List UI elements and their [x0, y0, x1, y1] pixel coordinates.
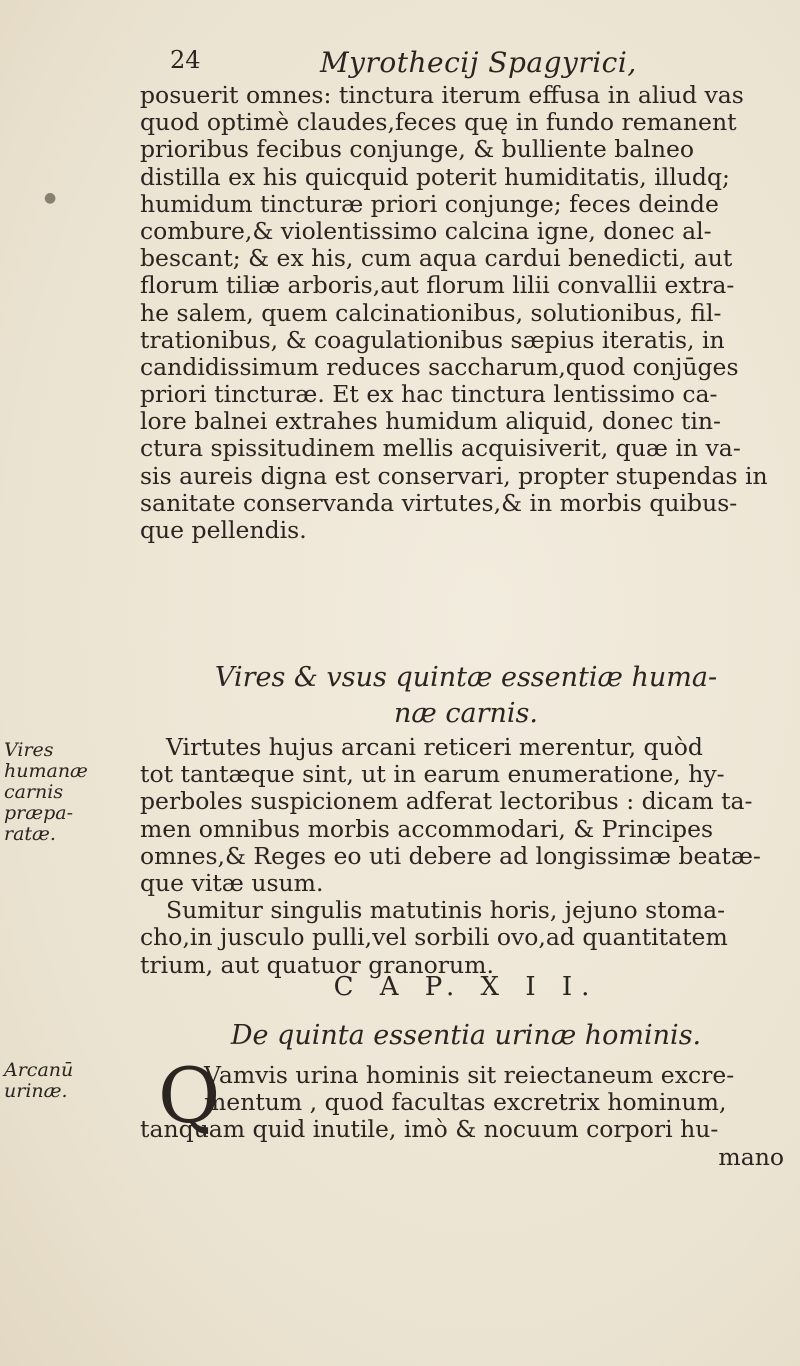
text-line: he salem, quem calcinationibus, solutionibus, fil- — [140, 298, 722, 327]
margin-note — [4, 740, 94, 845]
text-line: tot tantæque sint, ut in earum enumeratione, hy- — [140, 760, 725, 789]
margin-note-line: ratæ. — [4, 823, 56, 845]
section-heading — [140, 660, 792, 732]
text-line: que vitæ usum. — [140, 868, 324, 897]
margin-note-line: Vires — [4, 739, 54, 761]
catchword: mano — [718, 1142, 784, 1171]
text-line: que pellendis. — [140, 516, 307, 544]
text-line: Virtutes hujus arcani reticeri merentur, quòd — [166, 733, 703, 761]
page-number: 24 — [170, 46, 201, 74]
running-title: Myrothecij Spagyrici, — [320, 46, 637, 79]
text-line: lore balnei extrahes humidum aliquid, donec tin- — [140, 407, 721, 436]
paragraph-1 — [140, 82, 792, 544]
margin-note-line: urinæ. — [4, 1080, 68, 1102]
text-line: mentum , quod facultas excretrix hominum, — [204, 1088, 727, 1117]
margin-note — [4, 1060, 94, 1102]
margin-note-line: humanæ — [4, 760, 88, 782]
margin-note-line: carnis — [4, 781, 64, 803]
text-line: candidissimum reduces saccharum,quod conjūges — [140, 352, 739, 381]
text-line: quod optimè claudes,feces quę in fundo remanent — [140, 108, 737, 137]
margin-note-line: præpa- — [4, 802, 74, 824]
ink-speck-icon: ● — [44, 190, 57, 206]
text-line: trium, aut quatuor granorum. — [140, 950, 494, 979]
text-line: humidum tincturæ priori conjunge; feces deinde — [140, 189, 719, 218]
margin-note-line: Arcanū — [4, 1059, 74, 1081]
text-line: prioribus fecibus conjunge, & bulliente balneo — [140, 135, 695, 164]
page-header — [170, 46, 730, 86]
text-line: bescant; & ex his, cum aqua cardui benedicti, aut — [140, 244, 733, 273]
text-line: omnes,& Reges eo uti debere ad longissimæ beatæ- — [140, 841, 761, 870]
text-line: men omnibus morbis accommodari, & Principes — [140, 814, 714, 843]
text-line: tanquam quid inutile, imò & nocuum corpori hu- — [140, 1115, 719, 1144]
chapter-label: C A P. X I I. — [333, 972, 599, 1002]
drop-cap: Q — [158, 1051, 221, 1140]
text-line: sis aureis digna est conservari, propter stupendas in — [140, 461, 768, 490]
text-line: cho,in jusculo pulli,vel sorbili ovo,ad quantitatem — [140, 923, 728, 952]
text-line: trationibus, & coagulationibus sæpius iteratis, in — [140, 325, 725, 354]
text-line: priori tincturæ. Et ex hac tinctura lentissimo ca- — [140, 380, 718, 409]
text-line: Vamvis urina hominis sit reiectaneum excre- — [204, 1061, 735, 1089]
text-line: Sumitur singulis matutinis horis, jejuno stoma- — [166, 896, 726, 925]
text-line: ctura spissitudinem mellis acquisiverit, quæ in va- — [140, 434, 741, 463]
text-line: florum tiliæ arboris,aut florum lilii convallii extra- — [140, 271, 735, 300]
paragraph-2 — [140, 734, 792, 979]
paragraph-4 — [140, 1062, 792, 1171]
chapter-title: De quinta essentia urinæ hominis. — [230, 1020, 702, 1051]
text-line: posuerit omnes: tinctura iterum effusa in aliud vas — [140, 81, 744, 109]
text-line: distilla ex his quicquid poterit humiditatis, illudq; — [140, 162, 730, 191]
text-line: sanitate conservanda virtutes,& in morbis quibus- — [140, 488, 738, 517]
text-line: perboles suspicionem adferat lectoribus : dicam ta- — [140, 787, 753, 816]
text-line: combure,& violentissimo calcina igne, donec al- — [140, 216, 712, 245]
heading-line: næ carnis. — [394, 698, 538, 729]
heading-line: Vires & vsus quintæ essentiæ huma- — [214, 662, 718, 693]
